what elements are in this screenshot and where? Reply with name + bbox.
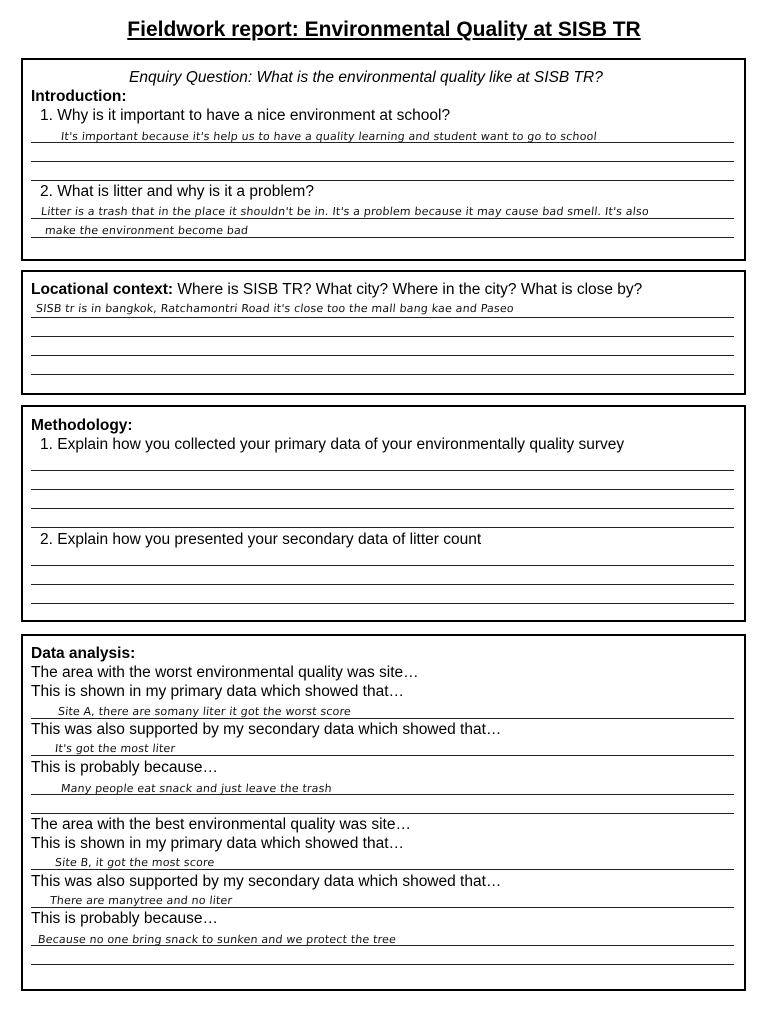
answer-line (31, 355, 734, 356)
best-because-prompt: This is probably because… (31, 910, 218, 927)
worst-because-prompt: This is probably because… (31, 759, 218, 776)
answer-line (31, 489, 734, 490)
worst-primary-answer[interactable]: Site A, there are somany liter it got the worst score (57, 705, 352, 718)
locational-question (31, 281, 642, 299)
introduction-section (21, 58, 746, 261)
best-site-prompt: The area with the best environmental quality was site… (31, 816, 411, 833)
methodology-heading: Methodology: (31, 417, 133, 434)
answer-line (31, 718, 734, 719)
answer-line (31, 508, 734, 509)
worst-site-prompt: The area with the worst environmental quality was site… (31, 664, 419, 681)
answer-line (31, 584, 734, 585)
answer-line (31, 603, 734, 604)
methodology-question-1: 1. Explain how you collected your primary data of your environmentally quality survey (40, 436, 625, 453)
enquiry-question: Enquiry Question: What is the environmental quality like at SISB TR? (129, 69, 603, 86)
answer-line (31, 336, 734, 337)
answer-line (31, 945, 734, 946)
answer-line (31, 869, 734, 870)
answer-line (31, 565, 734, 566)
worst-because-answer[interactable]: Many people eat snack and just leave the trash (60, 782, 333, 795)
answer-line (31, 374, 734, 375)
methodology-section (21, 405, 746, 622)
locational-answer[interactable]: SISB tr is in bangkok, Ratchamontri Road it's close too the mall bang kae and Paseo (35, 302, 515, 315)
intro-question-2: 2. What is litter and why is it a problem? (40, 183, 314, 200)
data-analysis-heading: Data analysis: (31, 645, 136, 662)
answer-line (31, 161, 734, 162)
answer-line (31, 813, 734, 814)
data-analysis-section (21, 634, 746, 991)
locational-heading: Locational context: (31, 281, 174, 298)
locational-question-text: Where is SISB TR? What city? Where in the city? What is close by? (173, 281, 643, 298)
best-primary-prompt: This is shown in my primary data which showed that… (31, 835, 405, 852)
worst-secondary-answer[interactable]: It's got the most liter (54, 742, 176, 755)
worst-secondary-prompt: This was also supported by my secondary data which showed that… (31, 721, 502, 738)
best-secondary-answer[interactable]: There are manytree and no liter (49, 894, 233, 907)
answer-line (31, 794, 734, 795)
locational-context-section (21, 270, 746, 395)
best-secondary-prompt: This was also supported by my secondary data which showed that… (31, 873, 502, 890)
best-because-answer[interactable]: Because no one bring snack to sunken and we protect the tree (37, 933, 397, 946)
best-primary-answer[interactable]: Site B, it got the most score (54, 856, 216, 869)
answer-line (31, 527, 734, 528)
answer-line (31, 907, 734, 908)
answer-line (31, 964, 734, 965)
intro-answer-2-line-2[interactable]: make the environment become bad (44, 224, 249, 237)
intro-question-1: 1. Why is it important to have a nice environment at school? (40, 107, 451, 124)
answer-line (31, 142, 734, 143)
introduction-heading: Introduction: (31, 88, 127, 105)
answer-line (31, 218, 734, 219)
intro-answer-2-line-1[interactable]: Litter is a trash that in the place it shouldn't be in. It's a problem because it may cause bad smell. It's also (40, 205, 650, 218)
answer-line (31, 755, 734, 756)
methodology-question-2: 2. Explain how you presented your secondary data of litter count (40, 531, 482, 548)
page-title: Fieldwork report: Environmental Quality at SISB TR (127, 18, 641, 41)
worst-primary-prompt: This is shown in my primary data which showed that… (31, 683, 405, 700)
intro-answer-1[interactable]: It's important because it's help us to have a quality learning and student want to go to school (60, 130, 598, 143)
answer-line (31, 237, 734, 238)
answer-line (31, 470, 734, 471)
answer-line (31, 317, 734, 318)
answer-line (31, 180, 734, 181)
